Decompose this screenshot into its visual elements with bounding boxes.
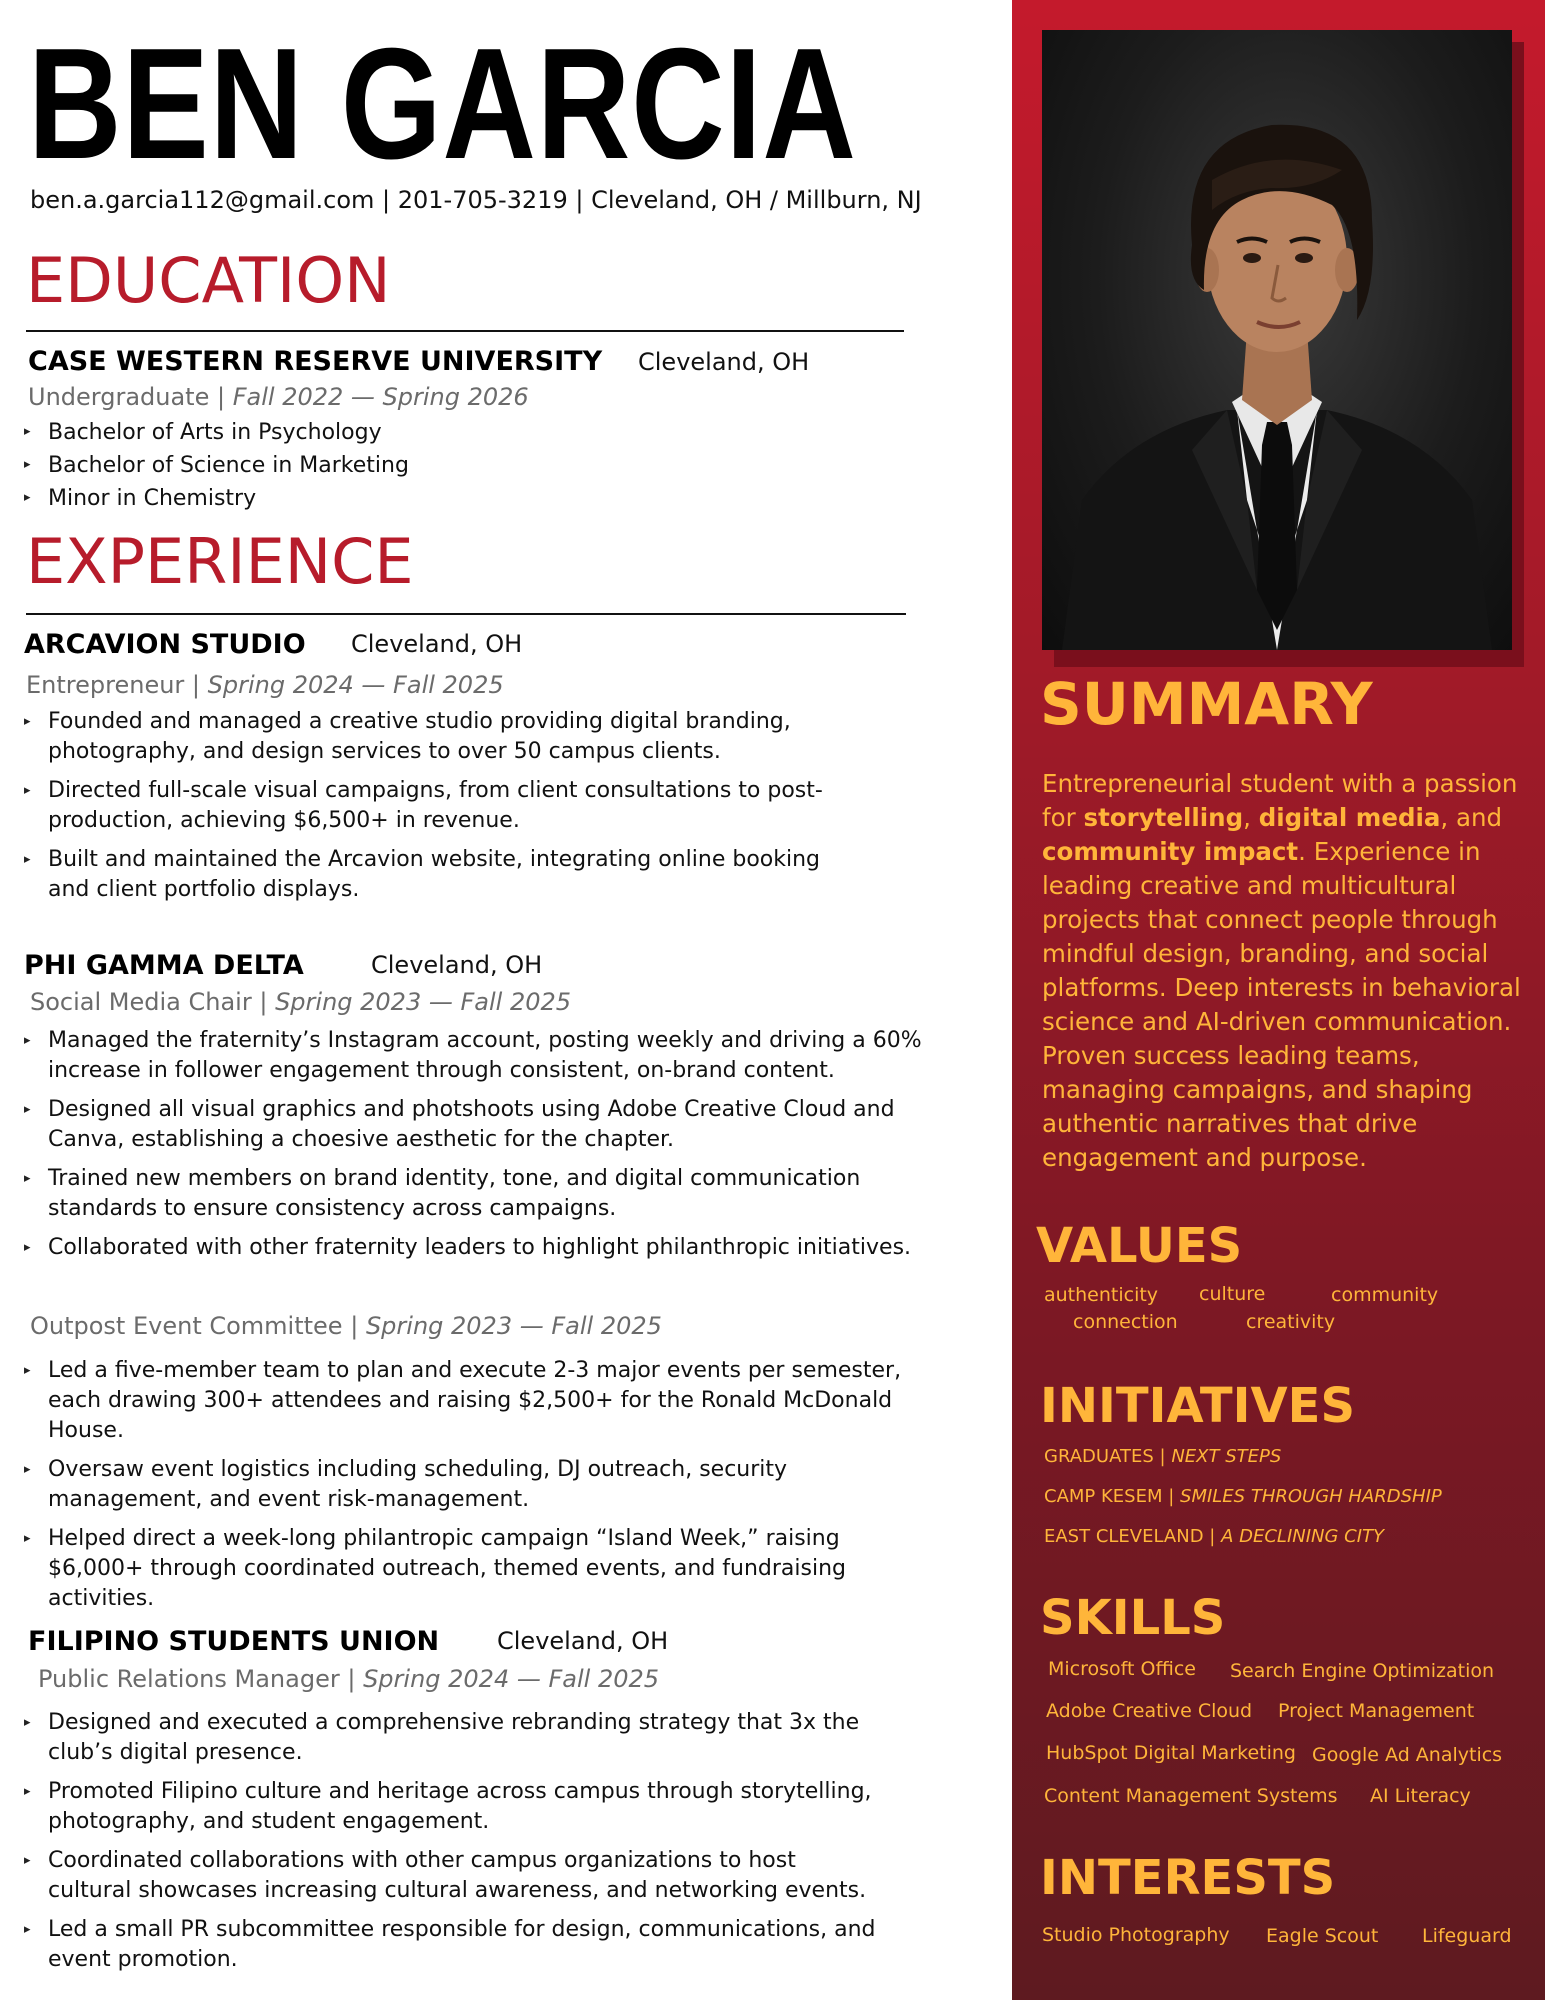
degree-list [24, 417, 824, 516]
interests-heading: INTERESTS [1040, 1850, 1336, 1906]
arcavion-bullets [24, 707, 844, 914]
org-phi-gamma-delta: PHI GAMMA DELTA [24, 950, 304, 981]
list-item: ▸ Founded and managed a creative studio providing digital branding, photography, and design services to over 50 campus clients. [24, 707, 844, 767]
initiatives-heading: INITIATIVES [1040, 1378, 1356, 1434]
education-divider [26, 330, 904, 332]
value-tag: authenticity [1044, 1284, 1159, 1306]
list-item: ▸ Promoted Filipino culture and heritage across campus through storytelling, photography, and student engagement. [24, 1777, 884, 1837]
candidate-name: BEN GARCIA [28, 16, 857, 192]
portrait-illustration [1042, 30, 1512, 650]
list-item: ▸ Oversaw event logistics including scheduling, DJ outreach, security management, and event risk-management. [24, 1455, 924, 1515]
initiative-item: EAST CLEVELAND | A DECLINING CITY [1044, 1526, 1385, 1547]
list-item: ▸ Directed full-scale visual campaigns, from client consultations to post-production, achieving $6,500+ in revenue. [24, 776, 844, 836]
role-title: Public Relations Manager | Spring 2024 — Fall 2025 [38, 1665, 660, 1693]
skill-tag: AI Literacy [1370, 1785, 1471, 1807]
skill-tag: Adobe Creative Cloud [1046, 1700, 1253, 1722]
fsu-bullets [24, 1708, 884, 1984]
initiative-item: CAMP KESEM | SMILES THROUGH HARDSHIP [1044, 1486, 1442, 1507]
skills-heading: SKILLS [1040, 1590, 1226, 1646]
portrait-photo [1042, 30, 1512, 650]
summary-heading: SUMMARY [1040, 670, 1373, 738]
org-filipino-students-union: FILIPINO STUDENTS UNION [28, 1626, 440, 1657]
list-item: ▸ Coordinated collaborations with other campus organizations to host cultural showcases increasing cultural awareness, and networking events. [24, 1846, 884, 1906]
role-title: Outpost Event Committee | Spring 2023 — Fall 2025 [30, 1312, 662, 1340]
values-heading: VALUES [1036, 1218, 1243, 1274]
sidebar [1012, 0, 1545, 2000]
skill-tag: HubSpot Digital Marketing [1046, 1742, 1296, 1764]
skill-tag: Project Management [1278, 1700, 1475, 1722]
list-item: ▸ Bachelor of Arts in Psychology [24, 417, 824, 448]
contact-line: ben.a.garcia112@gmail.com | 201-705-3219 | Cleveland, OH / Millburn, NJ [30, 186, 922, 214]
list-item: ▸ Led a five-member team to plan and execute 2-3 major events per semester, each drawing 300+ attendees and raising $2,500+ for the Ronald McDonald House. [24, 1356, 924, 1446]
list-item: ▸ Designed and executed a comprehensive rebranding strategy that 3x the club’s digital presence. [24, 1708, 884, 1768]
list-item: ▸ Managed the fraternity’s Instagram account, posting weekly and driving a 60% increase in follower engagement through consistent, on-brand content. [24, 1026, 924, 1086]
org-location: Cleveland, OH [371, 951, 543, 979]
initiative-item: GRADUATES | NEXT STEPS [1044, 1446, 1282, 1467]
phigam-bullets [24, 1026, 924, 1272]
role-title: Entrepreneur | Spring 2024 — Fall 2025 [26, 671, 504, 699]
skill-tag: Google Ad Analytics [1312, 1744, 1503, 1766]
skill-tag: Microsoft Office [1048, 1658, 1196, 1680]
list-item: ▸ Trained new members on brand identity, tone, and digital communication standards to ensure consistency across campaigns. [24, 1164, 924, 1224]
value-tag: creativity [1246, 1311, 1336, 1333]
experience-divider [26, 613, 906, 615]
education-heading: EDUCATION [26, 244, 391, 317]
org-location: Cleveland, OH [497, 1627, 669, 1655]
interest-tag: Eagle Scout [1266, 1925, 1379, 1947]
skill-tag: Search Engine Optimization [1230, 1660, 1495, 1682]
interest-tag: Studio Photography [1042, 1924, 1230, 1946]
value-tag: culture [1199, 1283, 1266, 1305]
list-item: ▸ Helped direct a week-long philantropic campaign “Island Week,” raising $6,000+ through coordinated outreach, themed events, and fundraising activities. [24, 1524, 924, 1614]
summary-text: Entrepreneurial student with a passion for storytelling, digital media, and community impact. Experience in leading creative and multicultural projects that connect people through mindful design, branding, and social platforms. Deep interests in behavioral science and AI-driven communication. Proven success leading teams, managing campaigns, and shaping authentic narratives that drive engagement and purpose. [1042, 769, 1521, 1172]
school-name: CASE WESTERN RESERVE UNIVERSITY [28, 346, 603, 377]
org-arcavion: ARCAVION STUDIO [24, 629, 306, 660]
list-item: ▸ Collaborated with other fraternity leaders to highlight philanthropic initiatives. [24, 1233, 924, 1263]
list-item: ▸ Bachelor of Science in Marketing [24, 450, 824, 481]
experience-heading: EXPERIENCE [26, 525, 414, 598]
education-level: Undergraduate | Fall 2022 — Spring 2026 [28, 383, 529, 411]
list-item: ▸ Minor in Chemistry [24, 483, 824, 514]
list-item: ▸ Designed all visual graphics and photshoots using Adobe Creative Cloud and Canva, establishing a choesive aesthetic for the chapter. [24, 1095, 924, 1155]
interest-tag: Lifeguard [1422, 1925, 1512, 1947]
role-title: Social Media Chair | Spring 2023 — Fall 2025 [30, 988, 572, 1016]
list-item: ▸ Led a small PR subcommittee responsible for design, communications, and event promotion. [24, 1915, 884, 1975]
skill-tag: Content Management Systems [1044, 1785, 1338, 1807]
outpost-bullets [24, 1356, 924, 1623]
value-tag: connection [1073, 1311, 1178, 1333]
org-location: Cleveland, OH [351, 630, 523, 658]
list-item: ▸ Built and maintained the Arcavion website, integrating online booking and client portfolio displays. [24, 845, 844, 905]
value-tag: community [1331, 1284, 1439, 1306]
school-location: Cleveland, OH [638, 348, 810, 376]
